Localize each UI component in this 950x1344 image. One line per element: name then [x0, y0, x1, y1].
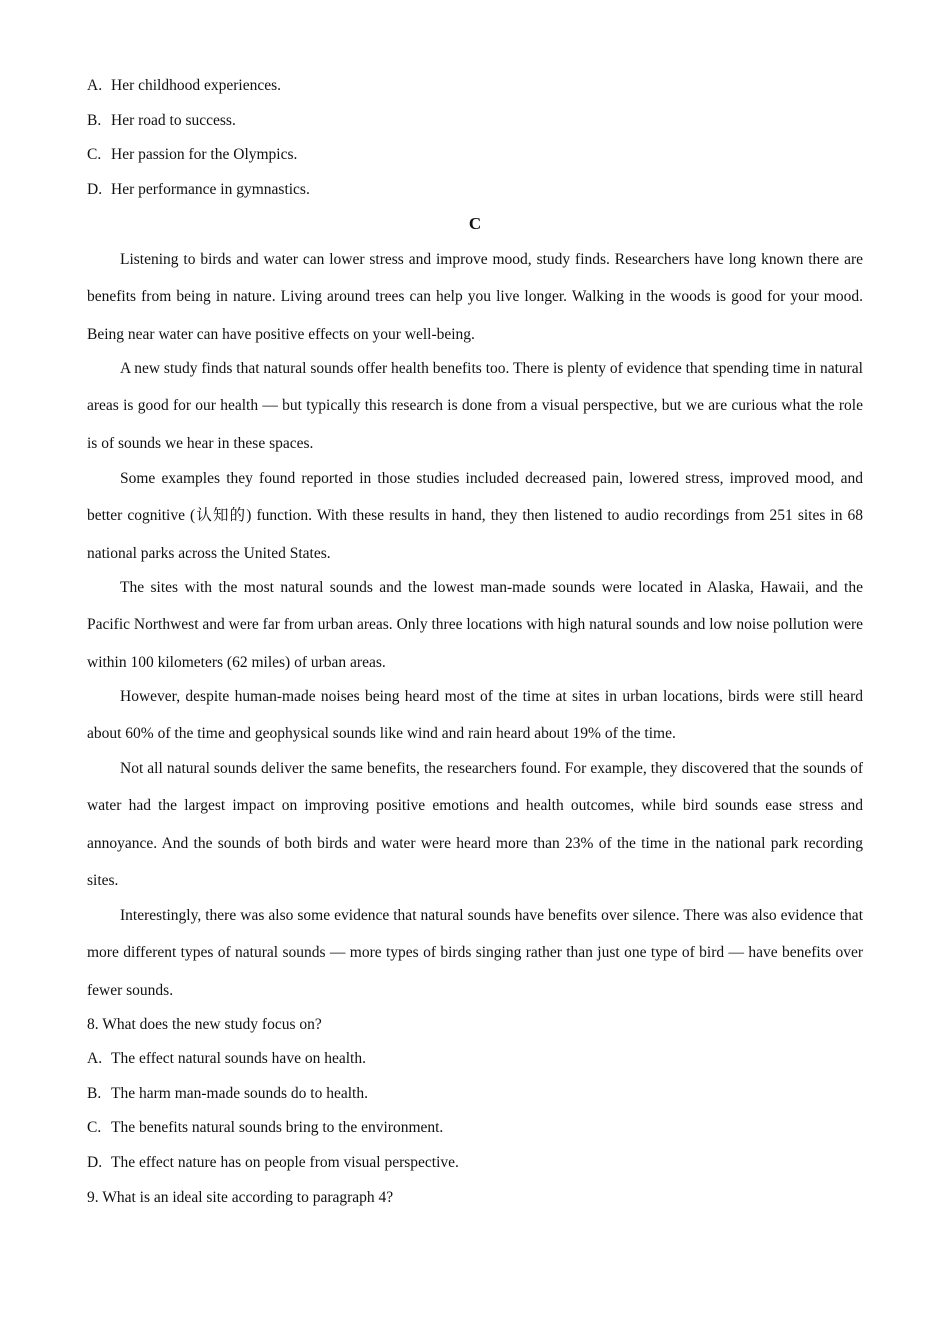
prev-option-b	[87, 111, 236, 131]
option-text: Her childhood experiences.	[111, 77, 282, 94]
q8-option-d	[87, 1153, 459, 1173]
question-9-stem: 9. What is an ideal site according to paragraph 4?	[87, 1189, 394, 1206]
option-letter: A.	[87, 77, 103, 94]
option-text: The effect natural sounds have on health.	[111, 1050, 366, 1067]
option-text: The effect nature has on people from visual perspective.	[111, 1154, 459, 1171]
option-text: Her road to success.	[111, 112, 236, 129]
prev-option-c	[87, 145, 297, 165]
q8-option-b	[87, 1084, 368, 1104]
section-heading: C	[468, 214, 482, 233]
option-text: The benefits natural sounds bring to the environment.	[111, 1119, 444, 1136]
passage-paragraph-1: Listening to birds and water can lower stress and improve mood, study finds. Researchers have long known there are benefits from being in nature. Living around trees can help you live longer. Walking in the woods is good for your mood. Being near water can have positive effects on your well-being.	[87, 251, 863, 343]
option-letter: B.	[87, 1085, 102, 1102]
passage-paragraph-3: Some examples they found reported in those studies included decreased pain, lowered stress, improved mood, and better cognitive (认知的) function. With these results in hand, they then listened to audio recordings from 251 sites in 68 national parks across the United States.	[87, 470, 863, 562]
option-text: Her passion for the Olympics.	[111, 146, 298, 163]
q8-option-c	[87, 1118, 443, 1138]
passage-paragraph-6: Not all natural sounds deliver the same benefits, the researchers found. For example, they discovered that the sounds of water had the largest impact on improving positive emotions and health outcomes, while bird sounds ease stress and annoyance. And the sounds of both birds and water were heard more than 23% of the time in the national park recording sites.	[87, 760, 863, 890]
option-letter: C.	[87, 146, 102, 163]
passage-paragraph-4: The sites with the most natural sounds and the lowest man-made sounds were located in Alaska, Hawaii, and the Pacific Northwest and were far from urban areas. Only three locations with high natural sounds and low noise pollution were within 100 kilometers (62 miles) of urban areas.	[87, 579, 863, 671]
option-letter: D.	[87, 181, 103, 198]
prev-option-d	[87, 180, 310, 200]
option-letter: B.	[87, 112, 102, 129]
option-letter: C.	[87, 1119, 102, 1136]
option-text: The harm man-made sounds do to health.	[111, 1085, 368, 1102]
q8-option-a	[87, 1049, 366, 1069]
prev-option-a	[87, 76, 281, 96]
option-text: Her performance in gymnastics.	[111, 181, 310, 198]
option-letter: A.	[87, 1050, 103, 1067]
option-letter: D.	[87, 1154, 103, 1171]
question-8-stem: 8. What does the new study focus on?	[87, 1016, 322, 1033]
passage-paragraph-7: Interestingly, there was also some evidence that natural sounds have benefits over silence. There was also evidence that more different types of natural sounds — more types of birds singing rather than just one type of bird — have benefits over fewer sounds.	[87, 907, 863, 999]
passage-paragraph-2: A new study finds that natural sounds offer health benefits too. There is plenty of evidence that spending time in natural areas is good for our health — but typically this research is done from a visual perspective, but we are curious what the role is of sounds we hear in these spaces.	[87, 360, 863, 452]
passage-paragraph-5: However, despite human-made noises being heard most of the time at sites in urban locations, birds were still heard about 60% of the time and geophysical sounds like wind and rain heard about 19% of the time.	[87, 688, 863, 743]
